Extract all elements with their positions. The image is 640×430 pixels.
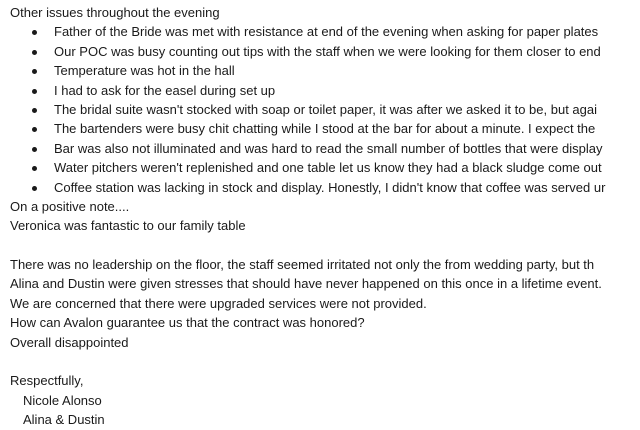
spacer <box>10 236 640 255</box>
issue-text: Water pitchers weren't replenished and one table let us know they had a black sludge come out <box>54 160 602 176</box>
bullet-icon <box>32 30 37 35</box>
issue-text: The bartenders were busy chit chatting while I stood at the bar for about a minute. I expect the <box>54 121 596 137</box>
section-heading: Other issues throughout the evening <box>10 5 220 20</box>
issue-text: The bridal suite wasn't stocked with soap or toilet paper, it was after we asked it to be, but agai <box>54 101 597 117</box>
list-item <box>10 42 640 61</box>
paragraph-line: Alina and Dustin were given stresses that should have never happened on this once in a lifetime event. <box>10 276 602 292</box>
list-item <box>10 139 640 158</box>
issue-text: Temperature was hot in the hall <box>54 63 235 79</box>
veronica-note: Veronica was fantastic to our family table <box>10 218 246 234</box>
positive-note: On a positive note.... <box>10 198 130 214</box>
paragraph-line: How can Avalon guarantee us that the contract was honored? <box>10 315 365 331</box>
bullet-icon <box>32 147 37 152</box>
signature-name: Nicole Alonso <box>23 392 102 408</box>
issue-text: I had to ask for the easel during set up <box>54 82 276 98</box>
issue-text: Father of the Bride was met with resistance at end of the evening when asking for paper plates <box>54 24 599 40</box>
issue-text: Bar was also not illuminated and was hard to read the small number of bottles that were display <box>54 140 603 156</box>
list-item <box>10 158 640 177</box>
bullet-icon <box>32 127 37 132</box>
list-item <box>10 61 640 80</box>
bullet-icon <box>32 89 37 94</box>
list-item <box>10 178 640 197</box>
bullet-icon <box>32 69 37 74</box>
paragraph-line: We are concerned that there were upgraded services were not provided. <box>10 295 427 311</box>
paragraph-line: There was no leadership on the floor, the staff seemed irritated not only the from wedding party, but th <box>10 257 595 273</box>
document-body <box>10 3 640 430</box>
list-item <box>10 100 640 119</box>
list-item <box>10 22 640 41</box>
signature-name: Alina & Dustin <box>23 412 105 428</box>
bullet-icon <box>32 186 37 191</box>
spacer <box>10 352 640 371</box>
list-item <box>10 119 640 138</box>
closing: Respectfully, <box>10 373 84 389</box>
bullet-icon <box>32 108 37 113</box>
paragraph-line: Overall disappointed <box>10 334 129 350</box>
issue-text: Our POC was busy counting out tips with the staff when we were looking for them closer to end <box>54 43 601 59</box>
bullet-icon <box>32 50 37 55</box>
issues-list <box>10 22 640 197</box>
bullet-icon <box>32 166 37 171</box>
list-item <box>10 81 640 100</box>
issue-text: Coffee station was lacking in stock and display. Honestly, I didn't know that coffee was served ur <box>54 179 606 195</box>
